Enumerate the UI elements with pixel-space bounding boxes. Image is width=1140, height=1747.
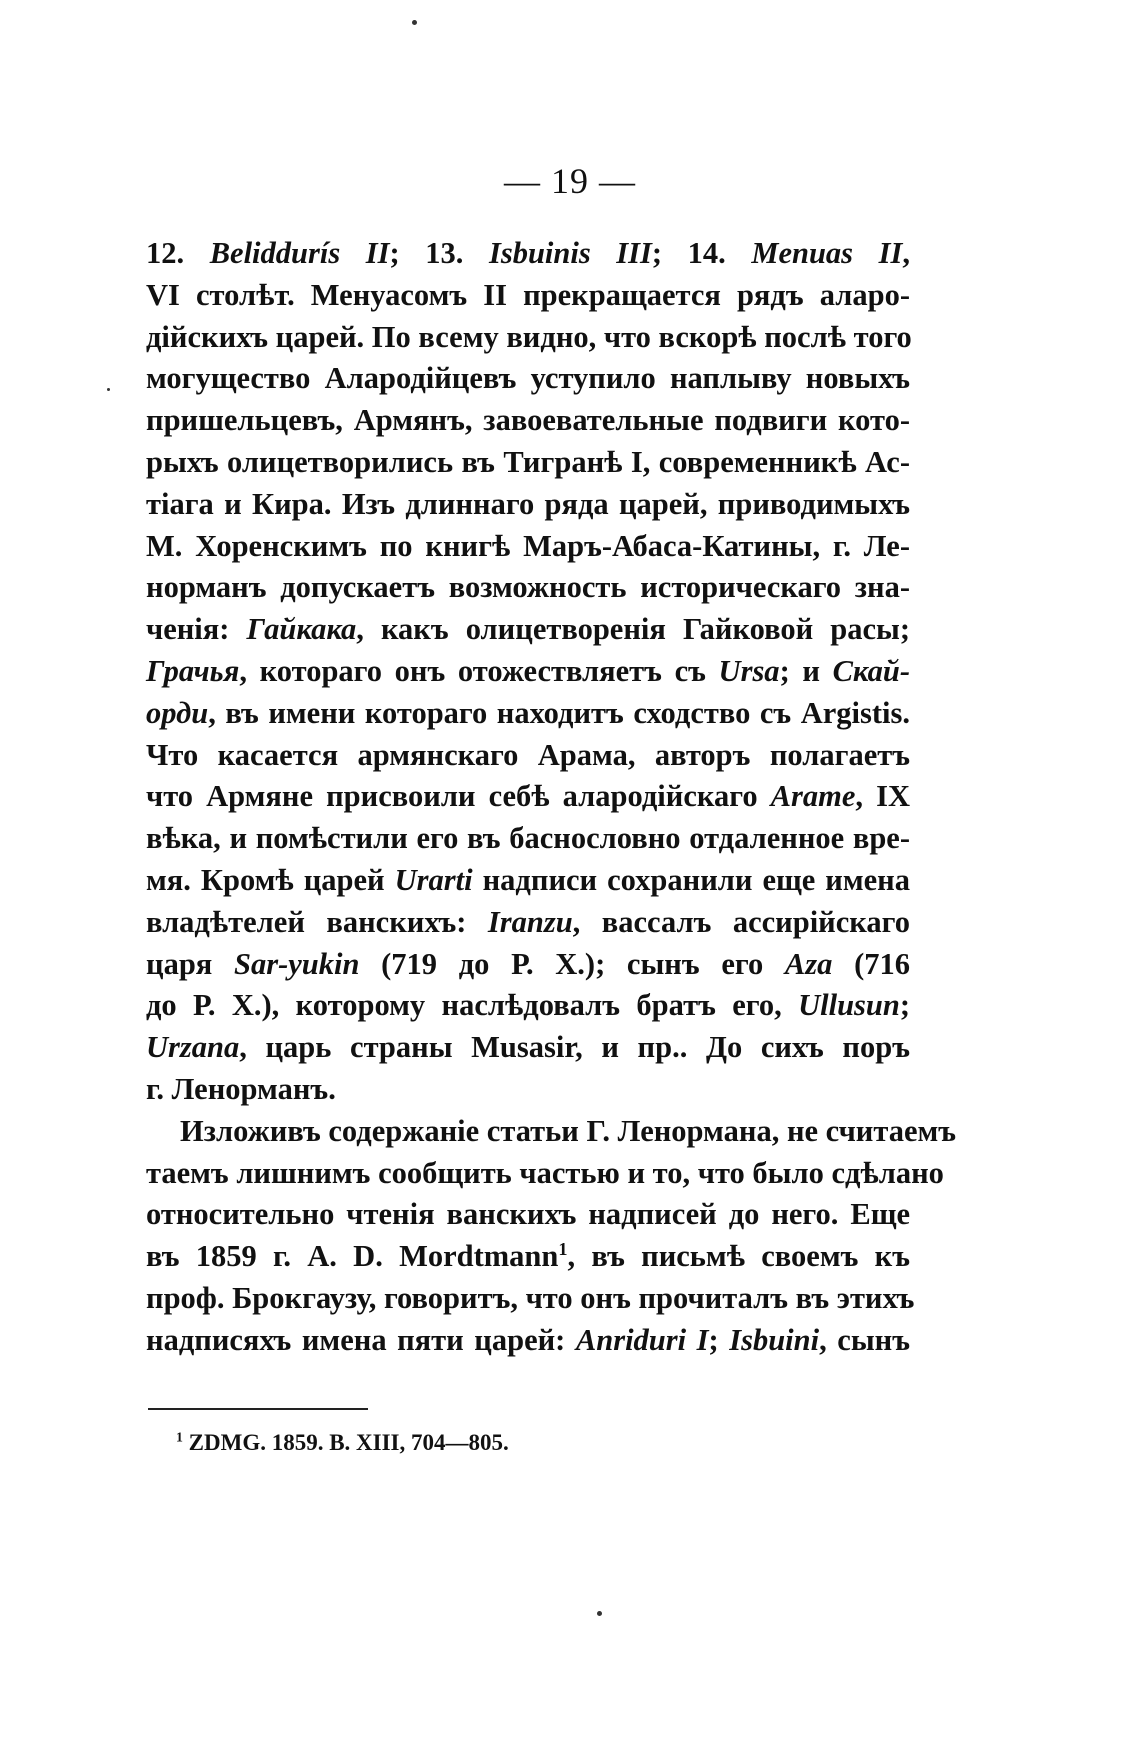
- page-number: — 19 —: [504, 161, 636, 201]
- italic-name: Aza: [784, 946, 833, 981]
- italic-name: Скай-: [832, 653, 910, 688]
- scan-speck: [412, 20, 417, 25]
- italic-name: Menuas II: [751, 236, 903, 270]
- footnote: [176, 1430, 509, 1456]
- text-line: [146, 317, 910, 359]
- text-line: [146, 860, 910, 902]
- text-run: , царь страны Musasir, и пр.. До сихъ поръ: [239, 1030, 910, 1065]
- text-run: , сынъ: [819, 1322, 910, 1357]
- body-text: [146, 233, 957, 1362]
- italic-name: Ullusun: [798, 988, 900, 1023]
- text-line: [146, 902, 910, 944]
- italic-name: Arame: [770, 779, 856, 814]
- text-line: [146, 484, 910, 526]
- italic-name: Sar-yukin: [234, 946, 360, 981]
- text-run: , вассалъ ассирійскаго: [572, 904, 910, 939]
- text-line: [146, 1278, 915, 1320]
- italic-name: Isbuini: [729, 1322, 820, 1357]
- text-run: владѣтелей ванскихъ:: [146, 904, 488, 939]
- text-line: [146, 1027, 910, 1069]
- text-line: [146, 526, 910, 568]
- text-run: (716: [832, 946, 910, 981]
- text-run: 12.: [146, 236, 210, 270]
- text-run: могущество Алародійцевъ уступило наплыву новыхъ: [146, 361, 910, 396]
- text-line: [146, 400, 910, 442]
- text-run: царя: [146, 946, 234, 981]
- text-run: тіага и Кира. Изъ длиннаго ряда царей, приводимыхъ: [146, 486, 910, 521]
- text-line: [146, 442, 910, 484]
- text-run: М. Хоренскимъ по книгѣ Маръ-Абаса-Катины, г. Ле-: [146, 528, 910, 563]
- text-run: , котораго онъ отожествляетъ съ: [239, 653, 719, 688]
- text-line: [146, 1069, 910, 1111]
- text-run: , въ письмѣ своемъ къ: [567, 1239, 911, 1274]
- text-run: , IX: [855, 779, 910, 814]
- text-line: [146, 1153, 944, 1195]
- italic-name: Urzana: [146, 1030, 240, 1065]
- text-run: ;: [899, 988, 910, 1023]
- text-run: что Армяне присвоили себѣ алародійскаго: [146, 779, 771, 814]
- text-line: [146, 735, 910, 777]
- italic-name: Anriduri I: [575, 1322, 709, 1357]
- footnote-ref: 1: [558, 1238, 568, 1259]
- text-run: ,: [902, 236, 910, 270]
- scan-speck: [597, 1611, 602, 1616]
- text-run: ;: [708, 1322, 730, 1357]
- text-run: надписяхъ имена пяти царей:: [146, 1322, 576, 1357]
- text-run: проф. Брокгаузу, говоритъ, что онъ прочиталъ въ этихъ: [146, 1280, 915, 1315]
- italic-name: Beliddurís II: [209, 236, 390, 270]
- text-run: ; и: [779, 653, 833, 688]
- text-run: , въ имени котораго находитъ сходство съ Argistis.: [208, 695, 910, 730]
- text-line: [146, 1320, 910, 1362]
- text-run: ; 14.: [651, 236, 752, 270]
- italic-name: орди: [146, 695, 209, 730]
- footnote-rule: [148, 1408, 368, 1410]
- italic-name: Urarti: [394, 862, 473, 897]
- text-run: ченія:: [146, 612, 247, 647]
- italic-name: Iranzu: [487, 904, 573, 939]
- text-run: норманъ допускаетъ возможность историческаго зна-: [146, 570, 910, 605]
- text-line: [146, 693, 910, 735]
- text-line: [146, 776, 910, 818]
- text-line: [146, 609, 910, 651]
- text-run: Что касается армянскаго Арама, авторъ полагаетъ: [146, 737, 910, 772]
- text-run: относительно чтенія ванскихъ надписей до него. Еще: [146, 1197, 910, 1232]
- text-run: рыхъ олицетворились въ Тигранѣ I, современникѣ Ас-: [146, 444, 910, 479]
- text-line: [146, 818, 910, 860]
- text-line: [146, 275, 910, 317]
- text-line: [146, 567, 910, 609]
- text-run: вѣка, и помѣстили его въ баснословно отдаленное вре-: [146, 821, 910, 856]
- text-line: [146, 1194, 910, 1236]
- italic-name: Ursa: [718, 653, 780, 688]
- text-run: ; 13.: [389, 236, 489, 270]
- italic-name: Грачья: [146, 653, 240, 688]
- italic-name: Isbuinis III: [488, 236, 652, 270]
- text-line: [146, 1111, 957, 1153]
- footnote-text: ZDMG. 1859. B. XIII, 704—805.: [188, 1430, 509, 1455]
- text-run: надписи сохранили еще имена: [472, 862, 910, 897]
- text-line: [146, 233, 910, 275]
- footnote-marker: 1: [176, 1429, 183, 1445]
- italic-name: Гайкака: [246, 612, 357, 647]
- text-run: пришельцевъ, Армянъ, завоевательные подвиги кото-: [146, 403, 910, 438]
- text-run: до Р. Х.), которому наслѣдовалъ братъ его,: [146, 988, 799, 1023]
- text-run: Изложивъ содержаніе статьи Г. Ленормана, не считаемъ: [180, 1113, 957, 1148]
- text-run: , какъ олицетворенія Гайковой расы;: [356, 612, 910, 647]
- text-run: г. Ленорманъ.: [146, 1071, 336, 1106]
- text-run: (719 до Р. Х.); сынъ его: [359, 946, 785, 981]
- text-line: [146, 1236, 910, 1278]
- text-run: VI столѣт. Менуасомъ II прекращается рядъ аларо-: [146, 277, 910, 312]
- text-run: въ 1859 г. А. D. Mordtmann: [146, 1239, 559, 1274]
- text-run: дійскихъ царей. По всему видно, что вскорѣ послѣ того: [146, 319, 912, 354]
- text-run: таемъ лишнимъ сообщить частью и то, что было сдѣлано: [146, 1155, 944, 1190]
- text-line: [146, 985, 910, 1027]
- scan-speck: [107, 388, 110, 391]
- text-line: [146, 651, 910, 693]
- text-run: мя. Кромѣ царей: [146, 862, 395, 897]
- text-line: [146, 944, 910, 986]
- text-line: [146, 358, 910, 400]
